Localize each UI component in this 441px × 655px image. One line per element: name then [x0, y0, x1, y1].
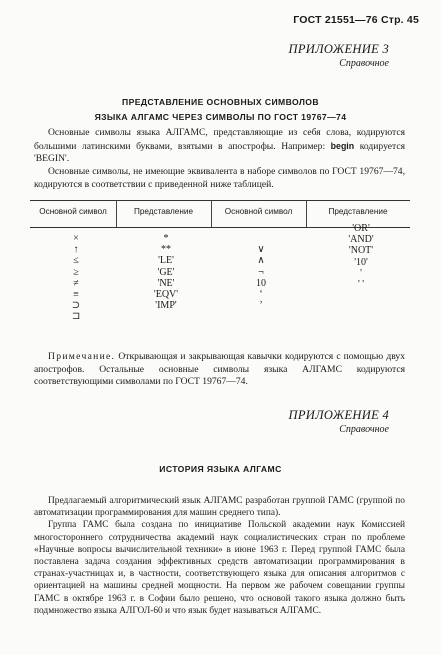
table-column-basic-symbols-2 — [236, 233, 286, 323]
appendix-4-subtitle: Справочное — [339, 424, 389, 435]
table-cell: 'AND' — [348, 234, 374, 246]
section-2-body — [34, 495, 405, 617]
table-cell: 'IMP' — [155, 300, 177, 312]
table-header-cell: Основной символ — [39, 207, 107, 216]
table-cell: 'GE' — [157, 266, 175, 278]
table-column-representation — [136, 233, 196, 323]
paragraph-1-text-a: Основные символы языка АЛГАМС, представляющие из себя слова, кодируются большими латинскими буквами, взятыми в апострофы. Например: — [34, 127, 405, 152]
appendix-3-heading — [289, 42, 389, 69]
table-cell: ↑ — [73, 244, 79, 256]
table-cell: 'NOT' — [348, 245, 374, 257]
history-paragraph-2: Группа ГАМС была создана по инициативе Польской академии наук Комиссией многостороннего сотрудничества академий наук социалистических стран по проблеме «Научные вопросы вычислительной техники» в июне 1963 г. Перед группой ГАМС была поставлена задача создания эффективных средств автоматизации программирования в странах-участницах и, в частности, соответствующего языка для описания алгоритмов с ориентацией на машины средней мощности. На первом же рабочем совещании группы ГАМС в октябре 1963 г. в Софии было решено, что основой такого языка должно быть подмножество языка АЛГОЛ-60 и что язык будет называться АЛГАМС. — [34, 520, 405, 616]
table-cell: × — [73, 233, 79, 244]
section-1-body — [34, 127, 405, 192]
note-label: Примечание. — [48, 351, 116, 362]
section-2-title: ИСТОРИЯ ЯЗЫКА АЛГАМС — [159, 464, 282, 474]
table-cell: ≡ — [73, 288, 79, 300]
table-cell — [236, 311, 286, 322]
table-cell: ⊐ — [71, 311, 81, 323]
table-cell — [236, 233, 286, 244]
table-column-representation-2 — [326, 223, 396, 313]
table-cell — [326, 290, 396, 301]
paragraph-1-text-c: кодируется 'BEGIN'. — [34, 140, 405, 165]
table-cell: ' — [360, 267, 362, 279]
table-column-basic-symbols — [56, 233, 96, 323]
symbol-table — [30, 200, 410, 323]
table-cell: ** — [161, 244, 171, 256]
table-cell — [136, 311, 196, 322]
paragraph-2: Основные символы, не имеющие эквивалента в наборе символов по ГОСТ 19767—74, кодируются в соответствии с приведенной ниже таблицей. — [34, 166, 405, 190]
table-cell: ≥ — [73, 266, 79, 278]
table-cell: 'NE' — [157, 277, 175, 289]
table-cell: '10' — [354, 256, 368, 268]
section-1-title — [0, 95, 441, 125]
table-cell: ≠ — [73, 277, 79, 289]
table-cell: 'LE' — [158, 255, 174, 267]
table-cell: * — [163, 233, 169, 244]
note-paragraph — [34, 351, 405, 389]
table-header-cell: Основной символ — [224, 207, 293, 216]
table-cell: ¬ — [258, 266, 264, 278]
section-1-title-line-2: ЯЗЫКА АЛГАМС ЧЕРЕЗ СИМВОЛЫ ПО ГОСТ 19767—74 — [94, 112, 347, 122]
appendix-4-title: ПРИЛОЖЕНИЕ 4 — [288, 408, 389, 422]
note-text: Открывающая и закрывающая кавычки кодируются с помощью двух апострофов. Остальные основные символы языка АЛГАМС кодируются соответствующими символами по ГОСТ 19767—74. — [34, 351, 405, 388]
table-cell — [326, 301, 396, 312]
appendix-3-subtitle: Справочное — [339, 58, 389, 69]
table-cell: 10 — [256, 277, 266, 289]
appendix-4-heading — [289, 408, 389, 435]
table-note — [34, 351, 405, 389]
appendix-3-title: ПРИЛОЖЕНИЕ 3 — [288, 42, 389, 56]
page-header: ГОСТ 21551—76 Стр. 45 — [293, 14, 419, 26]
table-cell: ∧ — [257, 255, 265, 267]
table-top-rule — [30, 200, 410, 201]
table-cell: ‘ — [259, 288, 263, 300]
paragraph-1 — [34, 127, 405, 166]
table-header-cell: Представление — [328, 207, 388, 216]
keyword-begin: begin — [330, 140, 355, 151]
table-cell: 'OR' — [352, 223, 370, 234]
table-cell: ’ — [259, 300, 263, 312]
table-cell: ⊃ — [71, 300, 81, 312]
table-header-cell: Представление — [133, 207, 194, 216]
section-1-title-line-1: ПРЕДСТАВЛЕНИЕ ОСНОВНЫХ СИМВОЛОВ — [122, 97, 319, 107]
table-cell: ∨ — [257, 244, 265, 256]
history-paragraph-1: Предлагаемый алгоритмический язык АЛГАМС разработан группой ГАМС (группой по автоматизации программирования для машин среднего типа). — [34, 496, 405, 519]
table-cell: 'EQV' — [153, 288, 179, 300]
table-cell: ' ' — [357, 278, 365, 290]
table-cell: ≤ — [73, 255, 79, 267]
